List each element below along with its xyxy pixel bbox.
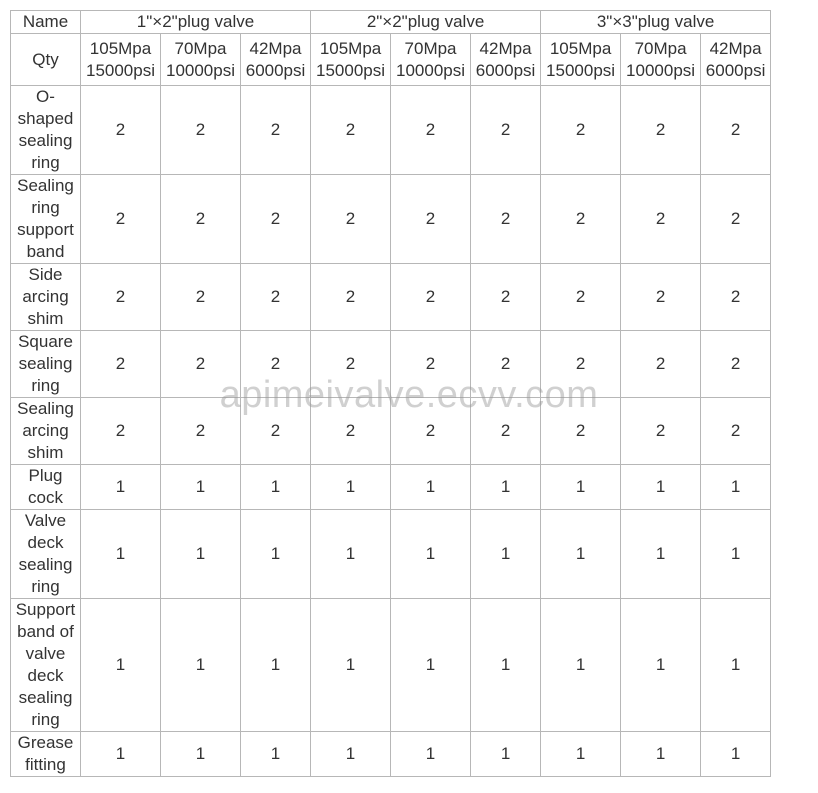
qty-cell: 2 bbox=[391, 86, 471, 175]
qty-cell: 1 bbox=[311, 732, 391, 777]
qty-cell: 1 bbox=[161, 599, 241, 732]
qty-cell: 1 bbox=[241, 465, 311, 510]
group-header: 2"×2"plug valve bbox=[311, 11, 541, 34]
qty-cell: 2 bbox=[161, 86, 241, 175]
qty-cell: 1 bbox=[81, 599, 161, 732]
table-row bbox=[11, 510, 771, 599]
header-row bbox=[11, 11, 771, 34]
part-name-line: Plug bbox=[28, 466, 63, 485]
qty-cell: 1 bbox=[161, 510, 241, 599]
pressure-label: 42Mpa bbox=[249, 38, 302, 58]
qty-cell: 1 bbox=[621, 599, 701, 732]
qty-cell: 2 bbox=[81, 331, 161, 398]
part-name-line: Side bbox=[28, 265, 63, 284]
qty-cell: 2 bbox=[311, 264, 391, 331]
part-name-line: sealing bbox=[18, 555, 73, 574]
qty-cell: 1 bbox=[161, 732, 241, 777]
qty-cell: 2 bbox=[391, 264, 471, 331]
qty-cell: 1 bbox=[621, 465, 701, 510]
qty-cell: 2 bbox=[241, 86, 311, 175]
part-name-line: deck bbox=[27, 666, 64, 685]
pressure-label: 105Mpa bbox=[549, 38, 612, 58]
qty-cell: 2 bbox=[311, 86, 391, 175]
qty-cell: 2 bbox=[541, 264, 621, 331]
part-name-cell bbox=[11, 732, 81, 777]
qty-cell: 1 bbox=[311, 510, 391, 599]
pressure-label: 15000psi bbox=[316, 60, 386, 80]
qty-cell: 1 bbox=[241, 599, 311, 732]
part-name-line: band of bbox=[17, 622, 74, 641]
table-row bbox=[11, 465, 771, 510]
part-name-line: Support bbox=[15, 600, 76, 619]
qty-cell: 2 bbox=[621, 331, 701, 398]
table-row bbox=[11, 398, 771, 465]
qty-cell: 2 bbox=[241, 175, 311, 264]
qty-cell: 2 bbox=[81, 86, 161, 175]
part-name-cell bbox=[11, 331, 81, 398]
part-name-cell bbox=[11, 398, 81, 465]
pressure-label: 105Mpa bbox=[89, 38, 152, 58]
qty-cell: 1 bbox=[701, 599, 771, 732]
qty-cell: 2 bbox=[621, 86, 701, 175]
qty-cell: 2 bbox=[241, 331, 311, 398]
qty-cell: 1 bbox=[391, 599, 471, 732]
qty-cell: 2 bbox=[471, 264, 541, 331]
qty-cell: 2 bbox=[621, 398, 701, 465]
table-row bbox=[11, 86, 771, 175]
qty-cell: 1 bbox=[701, 732, 771, 777]
pressure-header bbox=[311, 34, 391, 86]
part-name-line: O- bbox=[36, 87, 55, 106]
pressure-label: 6000psi bbox=[245, 60, 306, 80]
qty-cell: 2 bbox=[161, 175, 241, 264]
qty-cell: 1 bbox=[241, 732, 311, 777]
pressure-label: 10000psi bbox=[165, 60, 235, 80]
part-name-line: ring bbox=[31, 710, 60, 729]
table-row bbox=[11, 175, 771, 264]
pressure-header bbox=[161, 34, 241, 86]
pressure-label: 15000psi bbox=[546, 60, 616, 80]
part-name-cell bbox=[11, 86, 81, 175]
qty-cell: 1 bbox=[81, 465, 161, 510]
group-header: 1"×2"plug valve bbox=[81, 11, 311, 34]
pressure-header bbox=[471, 34, 541, 86]
part-name-line: fitting bbox=[25, 755, 66, 774]
part-name-line: sealing bbox=[18, 354, 73, 373]
qty-cell: 2 bbox=[541, 175, 621, 264]
qty-cell: 2 bbox=[471, 175, 541, 264]
qty-header: Qty bbox=[11, 34, 81, 86]
pressure-label: 10000psi bbox=[626, 60, 696, 80]
pressure-header bbox=[701, 34, 771, 86]
qty-cell: 2 bbox=[161, 331, 241, 398]
part-name-line: sealing bbox=[18, 131, 73, 150]
part-name-line: shim bbox=[27, 309, 64, 328]
pressure-label: 70Mpa bbox=[404, 38, 457, 58]
part-name-line: ring bbox=[31, 153, 60, 172]
qty-cell: 2 bbox=[621, 175, 701, 264]
qty-cell: 2 bbox=[241, 398, 311, 465]
part-name-line: Sealing bbox=[17, 176, 74, 195]
table-body bbox=[11, 11, 771, 777]
qty-cell: 1 bbox=[471, 510, 541, 599]
qty-cell: 1 bbox=[701, 465, 771, 510]
pressure-label: 6000psi bbox=[475, 60, 536, 80]
qty-cell: 2 bbox=[391, 175, 471, 264]
part-name-line: Valve bbox=[24, 511, 67, 530]
qty-cell: 2 bbox=[311, 398, 391, 465]
part-name-line: valve bbox=[25, 644, 66, 663]
part-name-line: band bbox=[26, 242, 65, 261]
qty-cell: 2 bbox=[81, 398, 161, 465]
qty-cell: 2 bbox=[541, 331, 621, 398]
qty-cell: 1 bbox=[391, 510, 471, 599]
part-name-line: arcing bbox=[22, 287, 69, 306]
part-name-line: arcing bbox=[22, 421, 69, 440]
qty-cell: 2 bbox=[541, 398, 621, 465]
qty-cell: 2 bbox=[311, 175, 391, 264]
qty-cell: 1 bbox=[701, 510, 771, 599]
pressure-label: 42Mpa bbox=[479, 38, 532, 58]
qty-cell: 2 bbox=[621, 264, 701, 331]
qty-cell: 2 bbox=[471, 331, 541, 398]
pressure-header bbox=[541, 34, 621, 86]
part-name-line: Grease bbox=[17, 733, 74, 752]
part-name-cell bbox=[11, 264, 81, 331]
qty-cell: 2 bbox=[471, 398, 541, 465]
part-name-line: ring bbox=[31, 198, 60, 217]
qty-cell: 2 bbox=[81, 175, 161, 264]
pressure-label: 6000psi bbox=[705, 60, 766, 80]
qty-cell: 1 bbox=[391, 465, 471, 510]
qty-cell: 1 bbox=[241, 510, 311, 599]
pressure-row bbox=[11, 34, 771, 86]
qty-cell: 1 bbox=[81, 732, 161, 777]
qty-cell: 2 bbox=[701, 331, 771, 398]
pressure-label: 42Mpa bbox=[709, 38, 762, 58]
part-name-line: support bbox=[17, 220, 74, 239]
qty-cell: 2 bbox=[701, 175, 771, 264]
qty-cell: 1 bbox=[161, 465, 241, 510]
qty-cell: 2 bbox=[241, 264, 311, 331]
part-name-line: shim bbox=[27, 443, 64, 462]
qty-cell: 2 bbox=[391, 398, 471, 465]
qty-cell: 2 bbox=[541, 86, 621, 175]
table-row bbox=[11, 264, 771, 331]
qty-cell: 2 bbox=[161, 264, 241, 331]
pressure-header bbox=[241, 34, 311, 86]
qty-cell: 1 bbox=[621, 732, 701, 777]
qty-cell: 1 bbox=[541, 732, 621, 777]
qty-cell: 1 bbox=[541, 599, 621, 732]
qty-cell: 2 bbox=[81, 264, 161, 331]
qty-cell: 2 bbox=[701, 86, 771, 175]
qty-cell: 1 bbox=[81, 510, 161, 599]
qty-cell: 1 bbox=[541, 465, 621, 510]
part-name-line: cock bbox=[28, 488, 63, 507]
qty-cell: 2 bbox=[701, 264, 771, 331]
qty-cell: 1 bbox=[471, 599, 541, 732]
pressure-header bbox=[621, 34, 701, 86]
qty-cell: 2 bbox=[161, 398, 241, 465]
part-name-cell bbox=[11, 599, 81, 732]
qty-cell: 1 bbox=[391, 732, 471, 777]
pressure-label: 105Mpa bbox=[319, 38, 382, 58]
pressure-label: 70Mpa bbox=[174, 38, 227, 58]
qty-cell: 2 bbox=[311, 331, 391, 398]
part-name-line: sealing bbox=[18, 688, 73, 707]
part-name-line: Sealing bbox=[17, 399, 74, 418]
table-row bbox=[11, 331, 771, 398]
qty-cell: 1 bbox=[311, 465, 391, 510]
watermark: apimeivalve.ecvv.com bbox=[219, 374, 599, 416]
table-row bbox=[11, 599, 771, 732]
qty-cell: 1 bbox=[471, 465, 541, 510]
part-name-line: ring bbox=[31, 577, 60, 596]
part-name-cell bbox=[11, 465, 81, 510]
part-name-cell bbox=[11, 510, 81, 599]
group-header: 3"×3"plug valve bbox=[541, 11, 771, 34]
qty-cell: 2 bbox=[471, 86, 541, 175]
pressure-header bbox=[81, 34, 161, 86]
qty-cell: 2 bbox=[701, 398, 771, 465]
parts-table bbox=[10, 10, 771, 777]
qty-cell: 1 bbox=[621, 510, 701, 599]
qty-cell: 1 bbox=[541, 510, 621, 599]
pressure-label: 10000psi bbox=[396, 60, 466, 80]
qty-cell: 1 bbox=[311, 599, 391, 732]
part-name-cell bbox=[11, 175, 81, 264]
name-header: Name bbox=[11, 11, 81, 34]
pressure-header bbox=[391, 34, 471, 86]
part-name-line: ring bbox=[31, 376, 60, 395]
part-name-line: shaped bbox=[17, 109, 74, 128]
table-row bbox=[11, 732, 771, 777]
part-name-line: Square bbox=[18, 332, 73, 351]
qty-cell: 2 bbox=[391, 331, 471, 398]
qty-cell: 1 bbox=[471, 732, 541, 777]
pressure-label: 15000psi bbox=[85, 60, 155, 80]
pressure-label: 70Mpa bbox=[634, 38, 687, 58]
part-name-line: deck bbox=[27, 533, 64, 552]
